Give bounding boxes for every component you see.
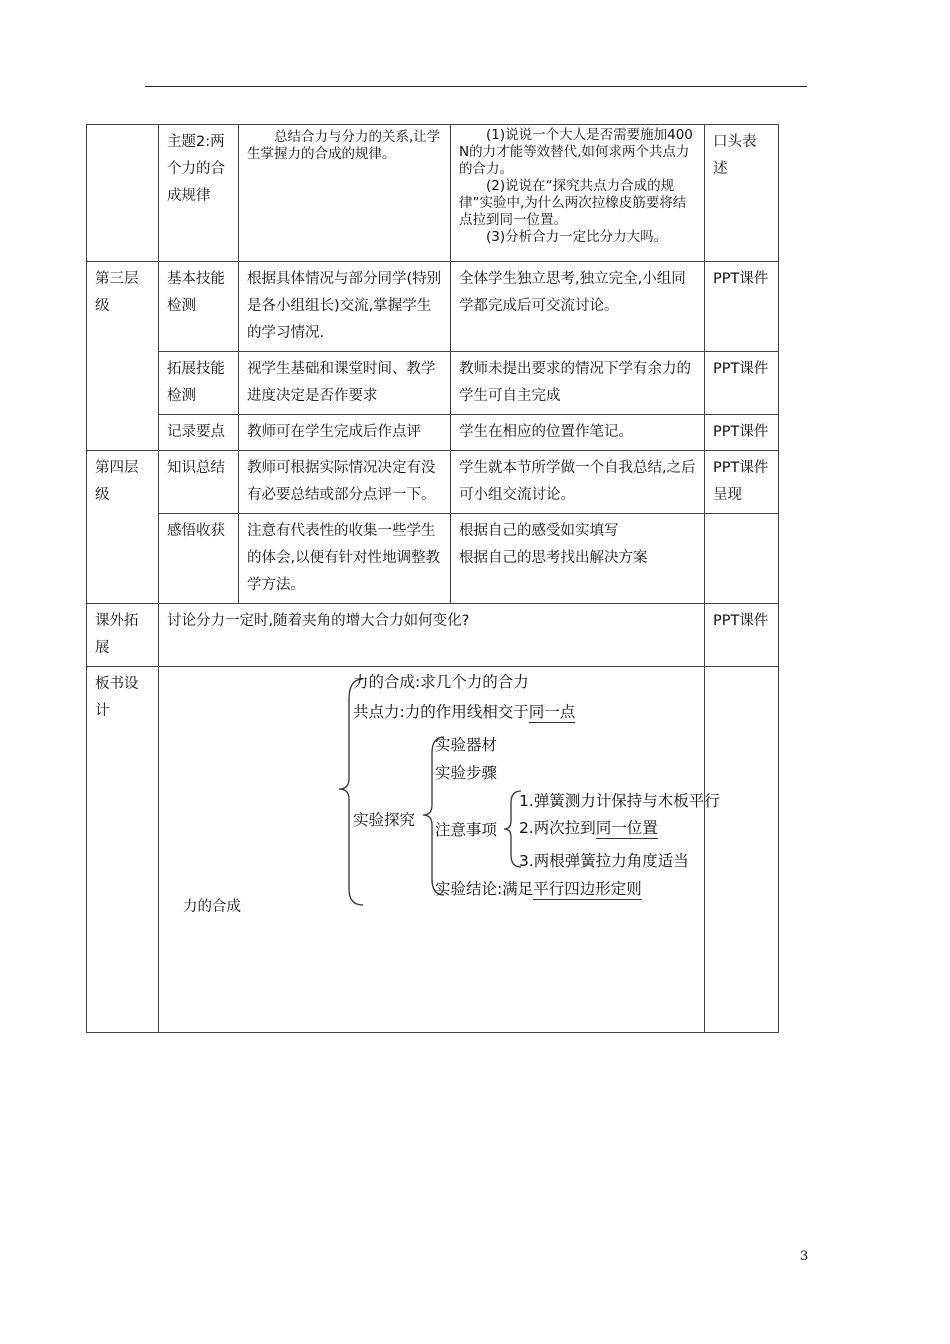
item-cell: 基本技能检测 — [159, 262, 239, 352]
student-activity-cell — [451, 125, 705, 262]
table-row — [87, 352, 779, 415]
header-rule — [145, 86, 807, 87]
board-note-1: 1.弹簧测力计保持与木板平行 — [519, 792, 720, 810]
lesson-plan-table — [86, 124, 779, 1033]
student-activity-cell: 教师未提出要求的情况下学有余力的学生可自主完成 — [451, 352, 705, 415]
level-label: 第三层级 — [87, 262, 159, 451]
board-root: 力的合成 — [183, 899, 241, 915]
board-line-1: 力的合成:求几个力的合力 — [353, 673, 529, 691]
method-cell: PPT课件 — [705, 415, 779, 451]
student-activity-cell: 全体学生独立思考,独立完全,小组同学都完成后可交流讨论。 — [451, 262, 705, 352]
board-line-2 — [353, 702, 575, 722]
student-activity-line: (1)说说一个大人是否需要施加400 N的力才能等效替代,如何求两个共点力的合力。 — [459, 127, 693, 177]
student-activity-cell: 学生在相应的位置作笔记。 — [451, 415, 705, 451]
student-activity-line: 根据自己的思考找出解决方案 — [459, 550, 648, 566]
level-cell-empty — [87, 125, 159, 262]
table-row — [87, 667, 779, 1033]
table-row — [87, 415, 779, 451]
level-label: 第四层级 — [87, 451, 159, 604]
item-cell: 感悟收获 — [159, 514, 239, 604]
student-activity-cell — [451, 514, 705, 604]
level-label: 板书设计 — [87, 667, 159, 1033]
item-cell: 知识总结 — [159, 451, 239, 514]
board-equipment: 实验器材 — [435, 736, 498, 754]
method-cell: 口头表述 — [705, 125, 779, 262]
item-cell: 拓展技能检测 — [159, 352, 239, 415]
teacher-activity-text: 总结合力与分力的关系,让学生掌握力的合成的规律。 — [247, 129, 441, 162]
item-cell: 主题2:两个力的合成规律 — [159, 125, 239, 262]
level-label: 课外拓展 — [87, 604, 159, 667]
board-conclusion — [435, 879, 642, 899]
teacher-activity-cell — [239, 125, 451, 262]
board-notes: 注意事项 — [435, 821, 498, 839]
board-underlined-term: 平行四边形定则 — [533, 880, 642, 898]
board-experiment: 实验探究 — [353, 811, 416, 829]
teacher-activity-cell: 视学生基础和课堂时间、教学进度决定是否作要求 — [239, 352, 451, 415]
board-design-cell — [159, 667, 720, 1033]
method-cell — [705, 514, 779, 604]
student-activity-line: (2)说说在“探究共点力合成的规律”实验中,为什么两次拉橡皮筋要将结点拉到同一位置。 — [459, 178, 687, 228]
student-activity-line: (3)分析合力一定比分力大吗。 — [486, 229, 668, 245]
method-cell: PPT课件呈现 — [705, 451, 779, 514]
board-diagram — [159, 667, 757, 1032]
student-activity-cell: 学生就本节所学做一个自我总结,之后可小组交流讨论。 — [451, 451, 705, 514]
board-note-3: 3.两根弹簧拉力角度适当 — [519, 852, 689, 870]
teacher-activity-cell: 教师可根据实际情况决定有没有必要总结或部分点评一下。 — [239, 451, 451, 514]
table-row — [87, 262, 779, 352]
board-underlined-term: 同一点 — [528, 703, 576, 721]
teacher-activity-cell: 根据具体情况与部分同学(特别是各小组组长)交流,掌握学生的学习情况. — [239, 262, 451, 352]
board-line-2-prefix: 共点力:力的作用线相交于 — [353, 703, 529, 721]
page-number: 3 — [800, 1249, 809, 1264]
table-row — [87, 514, 779, 604]
table-row — [87, 125, 779, 262]
board-conclusion-prefix: 实验结论:满足 — [435, 880, 534, 898]
extension-content: 讨论分力一定时,随着夹角的增大合力如何变化? — [159, 604, 705, 667]
board-underlined-term: 同一位置 — [595, 819, 658, 837]
teacher-activity-cell: 教师可在学生完成后作点评 — [239, 415, 451, 451]
method-cell: PPT课件 — [705, 262, 779, 352]
student-activity-line: 根据自己的感受如实填写 — [459, 523, 619, 539]
table-row — [87, 604, 779, 667]
board-steps: 实验步骤 — [435, 764, 498, 782]
method-cell: PPT课件 — [705, 604, 779, 667]
board-note-2-prefix: 2.两次拉到 — [519, 819, 596, 837]
item-cell: 记录要点 — [159, 415, 239, 451]
board-note-2 — [519, 818, 658, 838]
teacher-activity-cell: 注意有代表性的收集一些学生的体会,以便有针对性地调整教学方法。 — [239, 514, 451, 604]
method-cell: PPT课件 — [705, 352, 779, 415]
table-row — [87, 451, 779, 514]
